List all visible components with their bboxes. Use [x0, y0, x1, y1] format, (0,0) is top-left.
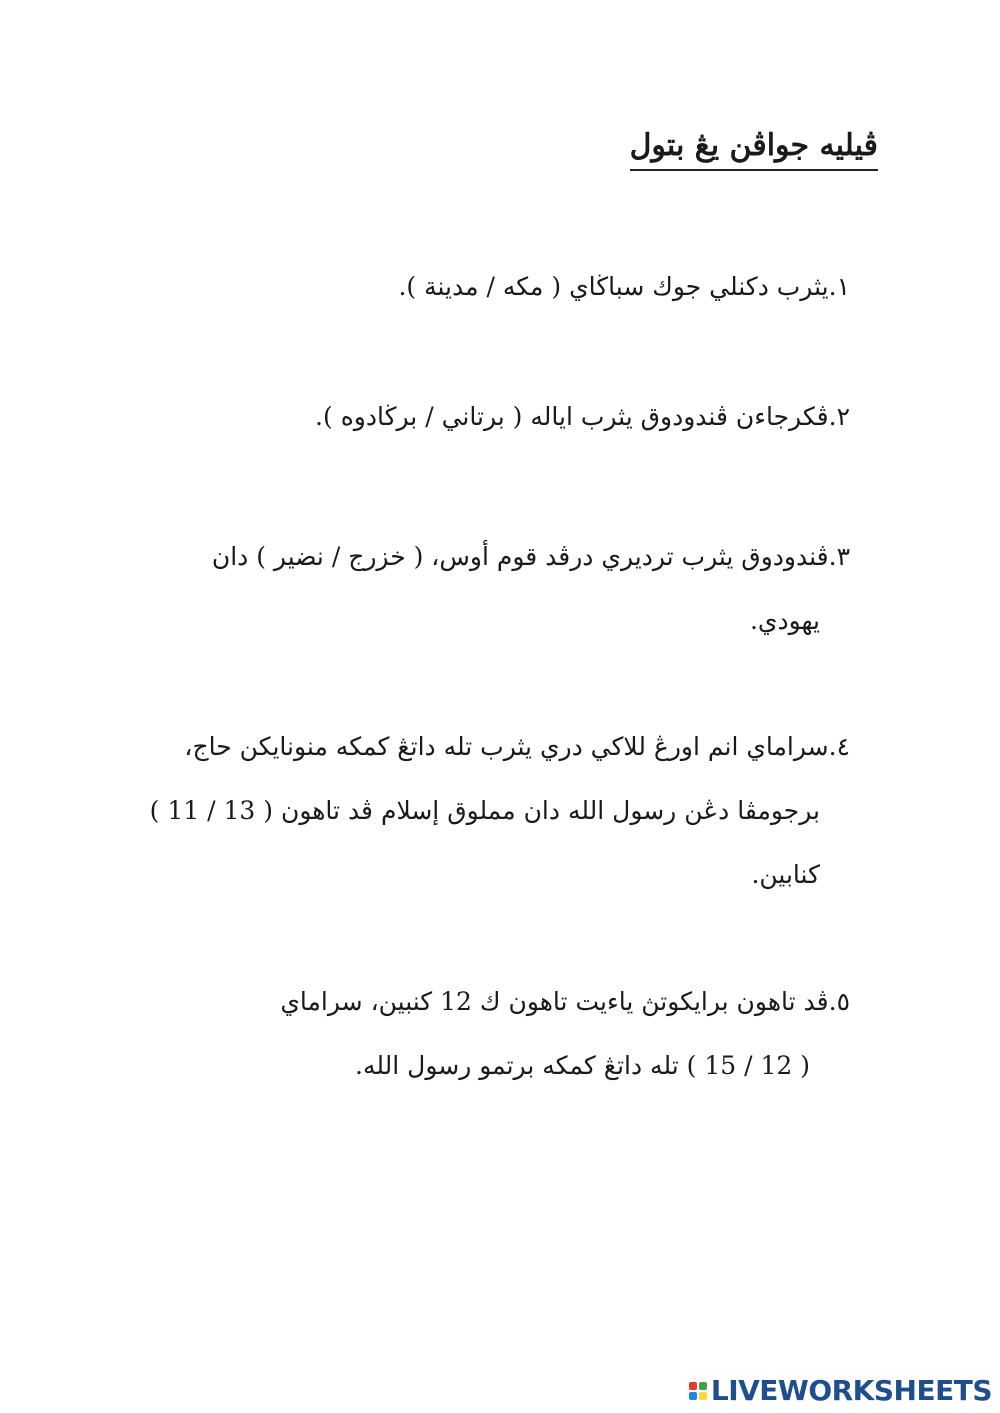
question-4-line-1 [160, 715, 850, 779]
question-3-number: ٣. [828, 542, 850, 571]
question-5-line-2: ( 12 / 15 ) تله داتڠ كمكه برتمو رسول الله. [355, 1051, 810, 1080]
question-4-text: سراماي انم اورڠ للاكي دري يثرب تله داتڠ كمكه منونايكن حاج، [184, 732, 829, 761]
liveworksheets-logo-icon [689, 1382, 707, 1400]
question-4-number: ٤. [828, 732, 850, 761]
question-5-number: ٥. [828, 987, 850, 1016]
question-3 [160, 525, 850, 653]
question-1-text: يثرب دكنلي جوك سباڬاي ( مكه / مدينة ). [398, 272, 829, 301]
question-4-line-2: برجومڤا دڠن رسول الله دان مملوق إسلام ڤد تاهون ( 13 / 11 ) [149, 796, 820, 825]
question-2-number: ٢. [828, 402, 850, 431]
question-1-number: ١. [828, 272, 850, 301]
question-5 [160, 970, 850, 1098]
watermark-text: LIVEWORKSHEETS [710, 1374, 992, 1407]
question-4 [149, 715, 850, 907]
question-5-line-1 [160, 970, 850, 1034]
question-1 [150, 255, 850, 319]
question-3-line-1 [160, 525, 850, 589]
logo-square-3 [689, 1392, 697, 1400]
question-1-line-1 [150, 255, 850, 319]
liveworksheets-watermark [689, 1374, 992, 1407]
logo-square-4 [699, 1392, 707, 1400]
logo-square-2 [699, 1382, 707, 1390]
question-2-text: ڤكرجاءن ڤندودوق يثرب اياله ( برتاني / برڬادوه ). [315, 402, 829, 431]
question-2-line-1 [150, 385, 850, 449]
question-5-text: ڤد تاهون برايكوتڽ ياءيت تاهون ك 12 كنبين، سراماي [280, 987, 829, 1016]
question-3-text: ڤندودوق يثرب ترديري درڤد قوم أوس، ( خزرج / نضير ) دان [211, 542, 829, 571]
worksheet-title: ڤيليه جواڤن يڠ بتول [630, 128, 878, 171]
question-4-line-3: كنابين. [751, 860, 820, 889]
question-2 [150, 385, 850, 449]
question-3-line-2: يهودي. [749, 606, 820, 635]
logo-square-1 [689, 1382, 697, 1390]
